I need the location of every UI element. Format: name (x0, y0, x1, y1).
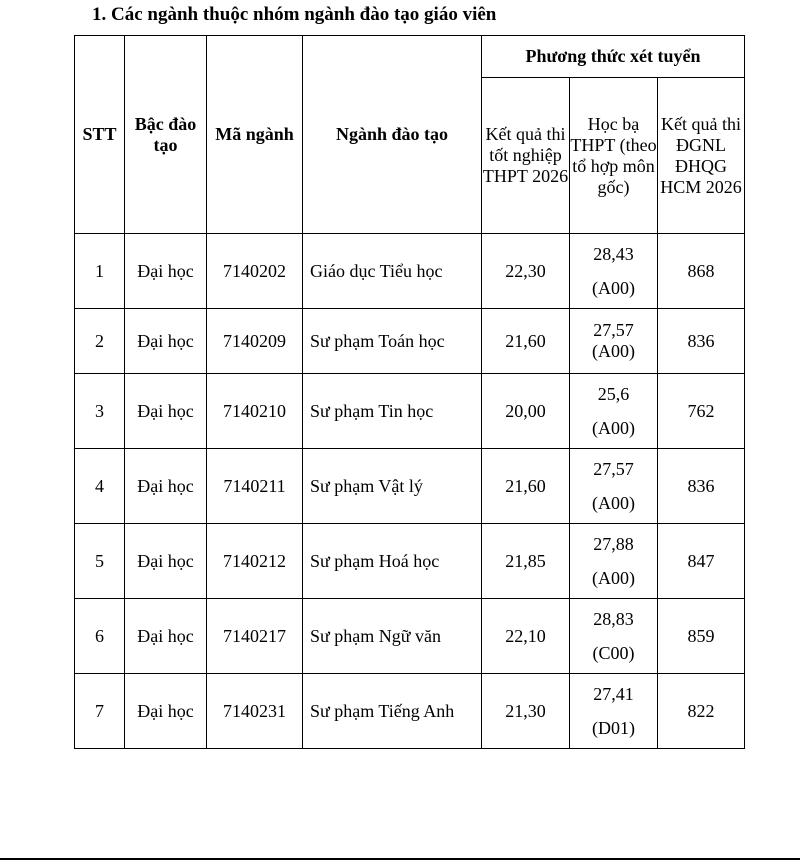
cell-hoc-ba (570, 234, 658, 309)
cell-dgnl: 836 (658, 309, 745, 374)
hoc-ba-group: (A00) (592, 567, 635, 588)
cell-hoc-ba (570, 599, 658, 674)
hoc-ba-group: (A00) (592, 417, 635, 438)
table-row (75, 524, 745, 599)
cell-level: Đại học (125, 449, 207, 524)
page-bottom-rule (0, 858, 800, 860)
header-thpt-exam: Kết quả thi tốt nghiệp THPT 2026 (482, 78, 570, 234)
cell-dgnl: 762 (658, 374, 745, 449)
table-row (75, 374, 745, 449)
hoc-ba-score: 27,57 (593, 458, 634, 479)
cell-code: 7140231 (207, 674, 303, 749)
cell-code: 7140217 (207, 599, 303, 674)
hoc-ba-score: 28,83 (593, 608, 634, 629)
cell-hoc-ba (570, 524, 658, 599)
cell-code: 7140209 (207, 309, 303, 374)
cell-major: Sư phạm Hoá học (303, 524, 482, 599)
hoc-ba-score: 25,6 (597, 383, 630, 404)
header-code: Mã ngành (207, 36, 303, 234)
cell-stt: 5 (75, 524, 125, 599)
hoc-ba-score: 27,41 (593, 683, 634, 704)
cell-major: Sư phạm Ngữ văn (303, 599, 482, 674)
cell-stt: 6 (75, 599, 125, 674)
cell-code: 7140210 (207, 374, 303, 449)
hoc-ba-group: (A00) (592, 492, 635, 513)
table-row (75, 309, 745, 374)
hoc-ba-score: 27,57 (593, 320, 634, 340)
cell-dgnl: 847 (658, 524, 745, 599)
header-hoc-ba: Học bạ THPT (theo tổ hợp môn gốc) (570, 78, 658, 234)
hoc-ba-group: (C00) (592, 642, 635, 663)
cell-thpt: 21,85 (482, 524, 570, 599)
cell-code: 7140211 (207, 449, 303, 524)
cell-hoc-ba (570, 449, 658, 524)
cell-thpt: 22,30 (482, 234, 570, 309)
cell-major: Sư phạm Tiếng Anh (303, 674, 482, 749)
header-dgnl: Kết quả thi ĐGNL ĐHQG HCM 2026 (658, 78, 745, 234)
cell-code: 7140212 (207, 524, 303, 599)
cell-stt: 2 (75, 309, 125, 374)
cell-level: Đại học (125, 599, 207, 674)
cell-dgnl: 868 (658, 234, 745, 309)
cell-level: Đại học (125, 374, 207, 449)
hoc-ba-score: 27,88 (593, 533, 634, 554)
table-row (75, 674, 745, 749)
cell-hoc-ba (570, 674, 658, 749)
table-row (75, 449, 745, 524)
cell-major: Sư phạm Toán học (303, 309, 482, 374)
cell-dgnl: 822 (658, 674, 745, 749)
cell-thpt: 21,60 (482, 449, 570, 524)
cell-dgnl: 859 (658, 599, 745, 674)
header-level: Bậc đào tạo (125, 36, 207, 234)
hoc-ba-score: 28,43 (593, 243, 634, 264)
cell-level: Đại học (125, 309, 207, 374)
cell-major: Sư phạm Tin học (303, 374, 482, 449)
cell-major: Giáo dục Tiểu học (303, 234, 482, 309)
hoc-ba-group: (A00) (592, 341, 635, 361)
table-row (75, 234, 745, 309)
cell-thpt: 22,10 (482, 599, 570, 674)
cell-stt: 7 (75, 674, 125, 749)
cell-stt: 1 (75, 234, 125, 309)
cell-level: Đại học (125, 674, 207, 749)
table-row (75, 599, 745, 674)
cell-thpt: 20,00 (482, 374, 570, 449)
cell-hoc-ba (570, 309, 658, 374)
cell-code: 7140202 (207, 234, 303, 309)
cell-hoc-ba (570, 374, 658, 449)
cell-level: Đại học (125, 234, 207, 309)
header-major: Ngành đào tạo (303, 36, 482, 234)
hoc-ba-group: (A00) (592, 277, 635, 298)
cell-major: Sư phạm Vật lý (303, 449, 482, 524)
header-methods-group: Phương thức xét tuyển (482, 36, 745, 78)
header-stt: STT (75, 36, 125, 234)
cell-stt: 4 (75, 449, 125, 524)
cell-thpt: 21,60 (482, 309, 570, 374)
cell-stt: 3 (75, 374, 125, 449)
hoc-ba-group: (D01) (592, 717, 635, 738)
admission-scores-table (74, 35, 745, 749)
cell-dgnl: 836 (658, 449, 745, 524)
cell-level: Đại học (125, 524, 207, 599)
section-title: 1. Các ngành thuộc nhóm ngành đào tạo giáo viên (92, 4, 497, 25)
cell-thpt: 21,30 (482, 674, 570, 749)
